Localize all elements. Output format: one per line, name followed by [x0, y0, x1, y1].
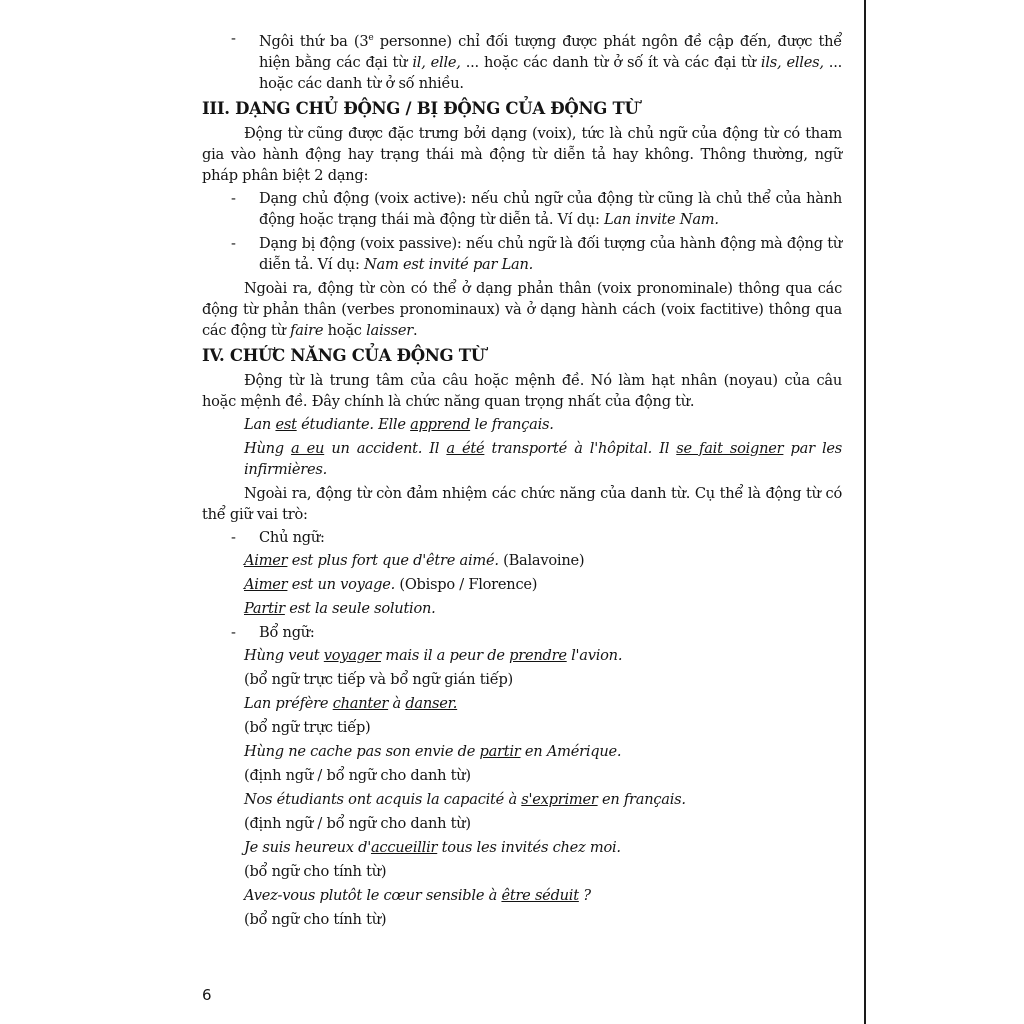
text: Je suis heureux d': [244, 838, 371, 856]
paragraph: Động từ cũng được đặc trưng bởi dạng (voix), tức là chủ ngữ của động từ có tham gia vào hành động hay trạng thái mà động từ diễn tả hay không. Thông thường, ngữ pháp phân biệt 2 dạng:: [202, 124, 842, 184]
text: un accident. Il: [324, 439, 447, 457]
verb-underlined: Partir: [244, 599, 285, 617]
text: étudiante. Elle: [296, 415, 411, 433]
text: le français.: [470, 415, 554, 433]
text: hoặc: [323, 321, 367, 339]
grammar-note: (bổ ngữ trực tiếp và bổ ngữ gián tiếp): [244, 670, 513, 688]
verb-underlined: est: [275, 415, 297, 433]
paragraph: [202, 278, 842, 341]
grammar-note: (bổ ngữ trực tiếp): [244, 718, 371, 736]
text: Hùng ne cache pas son envie de: [244, 742, 480, 760]
text: Ngoài ra, động từ còn có thể ở dạng phản thân (voix pronominale) thông qua các động từ phản thân (verbes pronominaux) và ở dạng hành cách (voix factitive) thông qua các động từ: [202, 279, 842, 339]
grammar-note: (định ngữ / bổ ngữ cho danh từ): [244, 766, 471, 784]
text: à: [388, 694, 406, 712]
italic-word: faire: [290, 321, 324, 339]
bullet-dash: -: [231, 528, 236, 546]
source: (Balavoine): [498, 551, 585, 569]
text: ... hoặc các danh từ ở số nhiều.: [259, 53, 842, 92]
text: en Amérique.: [520, 742, 622, 760]
verb-underlined: se fait soigner: [676, 439, 784, 457]
text: ... hoặc các danh từ ở số ít và các đại từ: [460, 53, 761, 71]
italic-pronouns: ils, elles,: [760, 53, 824, 71]
example: Lan invite Nam.: [604, 210, 719, 228]
example-line: [202, 693, 842, 714]
grammar-note: (bổ ngữ cho tính từ): [244, 910, 387, 928]
verb-underlined: Aimer: [244, 575, 288, 593]
text: .: [412, 321, 418, 339]
bullet-subject: [202, 527, 842, 548]
verb-underlined: accueillir: [370, 838, 438, 856]
text: est la seule solution.: [284, 599, 436, 617]
text: par les infirmières.: [244, 439, 843, 478]
bullet-dash: -: [231, 234, 236, 252]
example-line: [202, 741, 842, 762]
paragraph: Động từ là trung tâm của câu hoặc mệnh đề. Nó làm hạt nhân (noyau) của câu hoặc mệnh đề. Đây chính là chức năng quan trọng nhất của động từ.: [202, 371, 842, 410]
text: transporté à l'hôpital. Il: [484, 439, 677, 457]
bullet-voix-passive: [202, 233, 842, 275]
example-line: [202, 598, 842, 619]
text: Hùng: [244, 439, 292, 457]
text: l'avion.: [566, 646, 623, 664]
verb-underlined: danser.: [405, 694, 458, 712]
example-line: [202, 789, 842, 810]
verb-underlined: s'exprimer: [521, 790, 598, 808]
grammar-note: (định ngữ / bổ ngữ cho danh từ): [244, 814, 471, 832]
text: tous les invités chez moi.: [437, 838, 621, 856]
document-page: [202, 28, 842, 933]
example-line: [202, 885, 842, 906]
text: Nos étudiants ont acquis la capacité à: [244, 790, 522, 808]
text: Avez-vous plutôt le cœur sensible à: [244, 886, 502, 904]
page-number: 6: [202, 986, 212, 1004]
verb-underlined: a eu: [291, 439, 325, 457]
source: (Obispo / Florence): [394, 575, 538, 593]
italic-pronouns: il, elle,: [412, 53, 461, 71]
example-line: [202, 574, 842, 595]
text: Ngôi thứ ba (3: [259, 32, 369, 50]
example-line: [202, 645, 842, 666]
label: Chủ ngữ:: [259, 528, 325, 546]
verb-underlined: partir: [479, 742, 521, 760]
bullet-dash: -: [231, 189, 236, 207]
text: en français.: [597, 790, 686, 808]
text: personne) chỉ đối tượng được phát ngôn đề cập đến, được thể hiện bằng các đại từ: [259, 32, 843, 71]
bullet-dash: -: [231, 30, 236, 47]
bullet-complement: [202, 622, 842, 643]
text: Lan: [244, 415, 276, 433]
example-line: [202, 550, 842, 571]
superscript: e: [368, 33, 374, 43]
text: Lan préfère: [244, 694, 333, 712]
verb-underlined: Aimer: [244, 551, 288, 569]
text: est un voyage.: [287, 575, 395, 593]
right-border-line: [864, 0, 866, 1024]
section-heading-4: IV. CHỨC NĂNG CỦA ĐỘNG TỪ: [202, 345, 485, 365]
verb-underlined: apprend: [410, 415, 471, 433]
bullet-dash: -: [231, 623, 236, 641]
grammar-note: (bổ ngữ cho tính từ): [244, 862, 387, 880]
verb-underlined: a été: [446, 439, 485, 457]
bullet-voix-active: [202, 188, 842, 230]
text: mais il a peur de: [380, 646, 510, 664]
text: est plus fort que d'être aimé.: [287, 551, 499, 569]
example-line: [202, 837, 842, 858]
verb-underlined: être séduit: [501, 886, 579, 904]
paragraph: Ngoài ra, động từ còn đảm nhiệm các chức năng của danh từ. Cụ thể là động từ có thể giữ vai trò:: [202, 484, 842, 523]
text: Dạng bị động (voix passive): nếu chủ ngữ là đối tượng của hành động mà động từ diễn tả. Ví dụ:: [259, 234, 842, 273]
example-line: [202, 438, 842, 480]
verb-underlined: voyager: [323, 646, 381, 664]
bullet-third-person: [202, 28, 842, 94]
section-heading-3: III. DẠNG CHỦ ĐỘNG / BỊ ĐỘNG CỦA ĐỘNG TỪ: [202, 98, 639, 118]
verb-underlined: prendre: [509, 646, 567, 664]
label: Bổ ngữ:: [259, 623, 315, 641]
verb-underlined: chanter: [332, 694, 389, 712]
text: Hùng veut: [244, 646, 324, 664]
italic-word: laisser: [366, 321, 413, 339]
text: Dạng chủ động (voix active): nếu chủ ngữ của động từ cũng là chủ thể của hành động hoặc trạng thái mà động từ diễn tả. Ví dụ:: [259, 189, 842, 228]
example: Nam est invité par Lan.: [364, 255, 534, 273]
example-line: [202, 414, 842, 435]
text: ?: [578, 886, 591, 904]
